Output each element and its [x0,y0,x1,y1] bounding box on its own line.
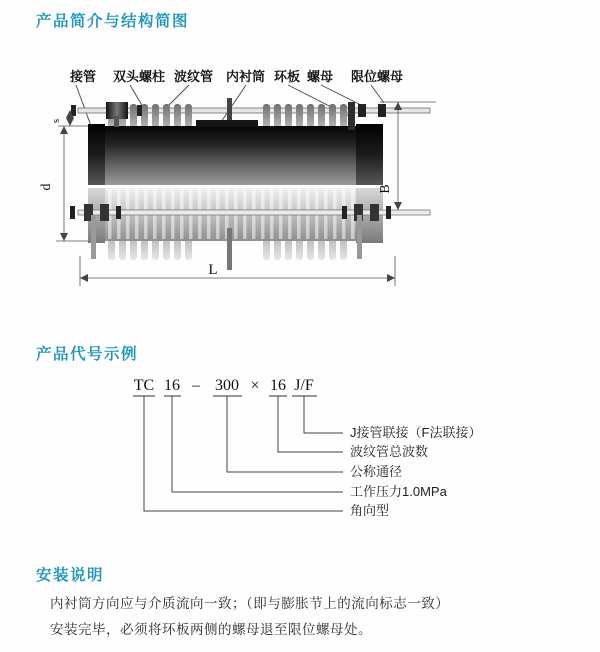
code-heading: 产品代号示例 [36,346,139,363]
code-token-type-prefix: TC [133,377,155,394]
code-token-connection: J/F [294,377,314,394]
dim-label-L: L [208,262,218,278]
code-annotation-waves: 波纹管总波数 [350,444,429,459]
code-annotation-diameter: 公称通径 [350,464,403,479]
center-stud-bottom [227,228,232,270]
mid-gap [86,185,386,188]
install-heading: 安装说明 [36,567,105,584]
code-annotation-connection: J接管联接（F法联接） [350,425,482,440]
part-label-connecting-pipe: 接管 [70,69,97,84]
code-token-waves: 16 [270,377,286,394]
dim-label-d: d [39,183,54,191]
dimension-B [378,102,436,210]
code-token-times: × [250,377,260,394]
part-label-ring-plate: 环板 [274,69,301,84]
structure-diagram [0,58,600,308]
dim-label-s: s [50,118,62,124]
part-label-inner-liner: 内衬筒 [226,69,266,84]
code-token-dash: – [192,377,200,394]
ring-plate [348,102,355,130]
inner-liner-band [196,120,258,127]
collar-left-upper [88,124,105,185]
code-token-diameter: 300 [215,377,239,394]
part-label-limit-nut: 限位螺母 [351,69,404,84]
part-label-stud: 双头螺柱 [113,69,166,84]
code-token-pressure: 16 [164,377,180,394]
code-annotation-type: 角向型 [350,503,390,518]
dimension-d [39,126,88,241]
body-upper [88,126,383,185]
dim-label-B: B [378,184,393,194]
code-connectors [144,396,343,511]
dimension-L [80,256,395,286]
product-code-diagram [0,368,600,533]
collar-right-upper [356,124,383,185]
intro-heading: 产品简介与结构简图 [36,13,190,30]
code-annotation-pressure: 工作压力1.0MPa [350,484,447,499]
part-label-nut: 螺母 [307,69,334,84]
install-line-1: 内衬筒方向应与介质流向一致；（即与膨胀节上的流向标志一致） [50,596,450,611]
part-label-bellows: 波纹管 [174,69,214,84]
install-notes [50,591,560,643]
install-line-2: 安装完毕，必须将环板两侧的螺母退至限位螺母处。 [50,622,372,637]
